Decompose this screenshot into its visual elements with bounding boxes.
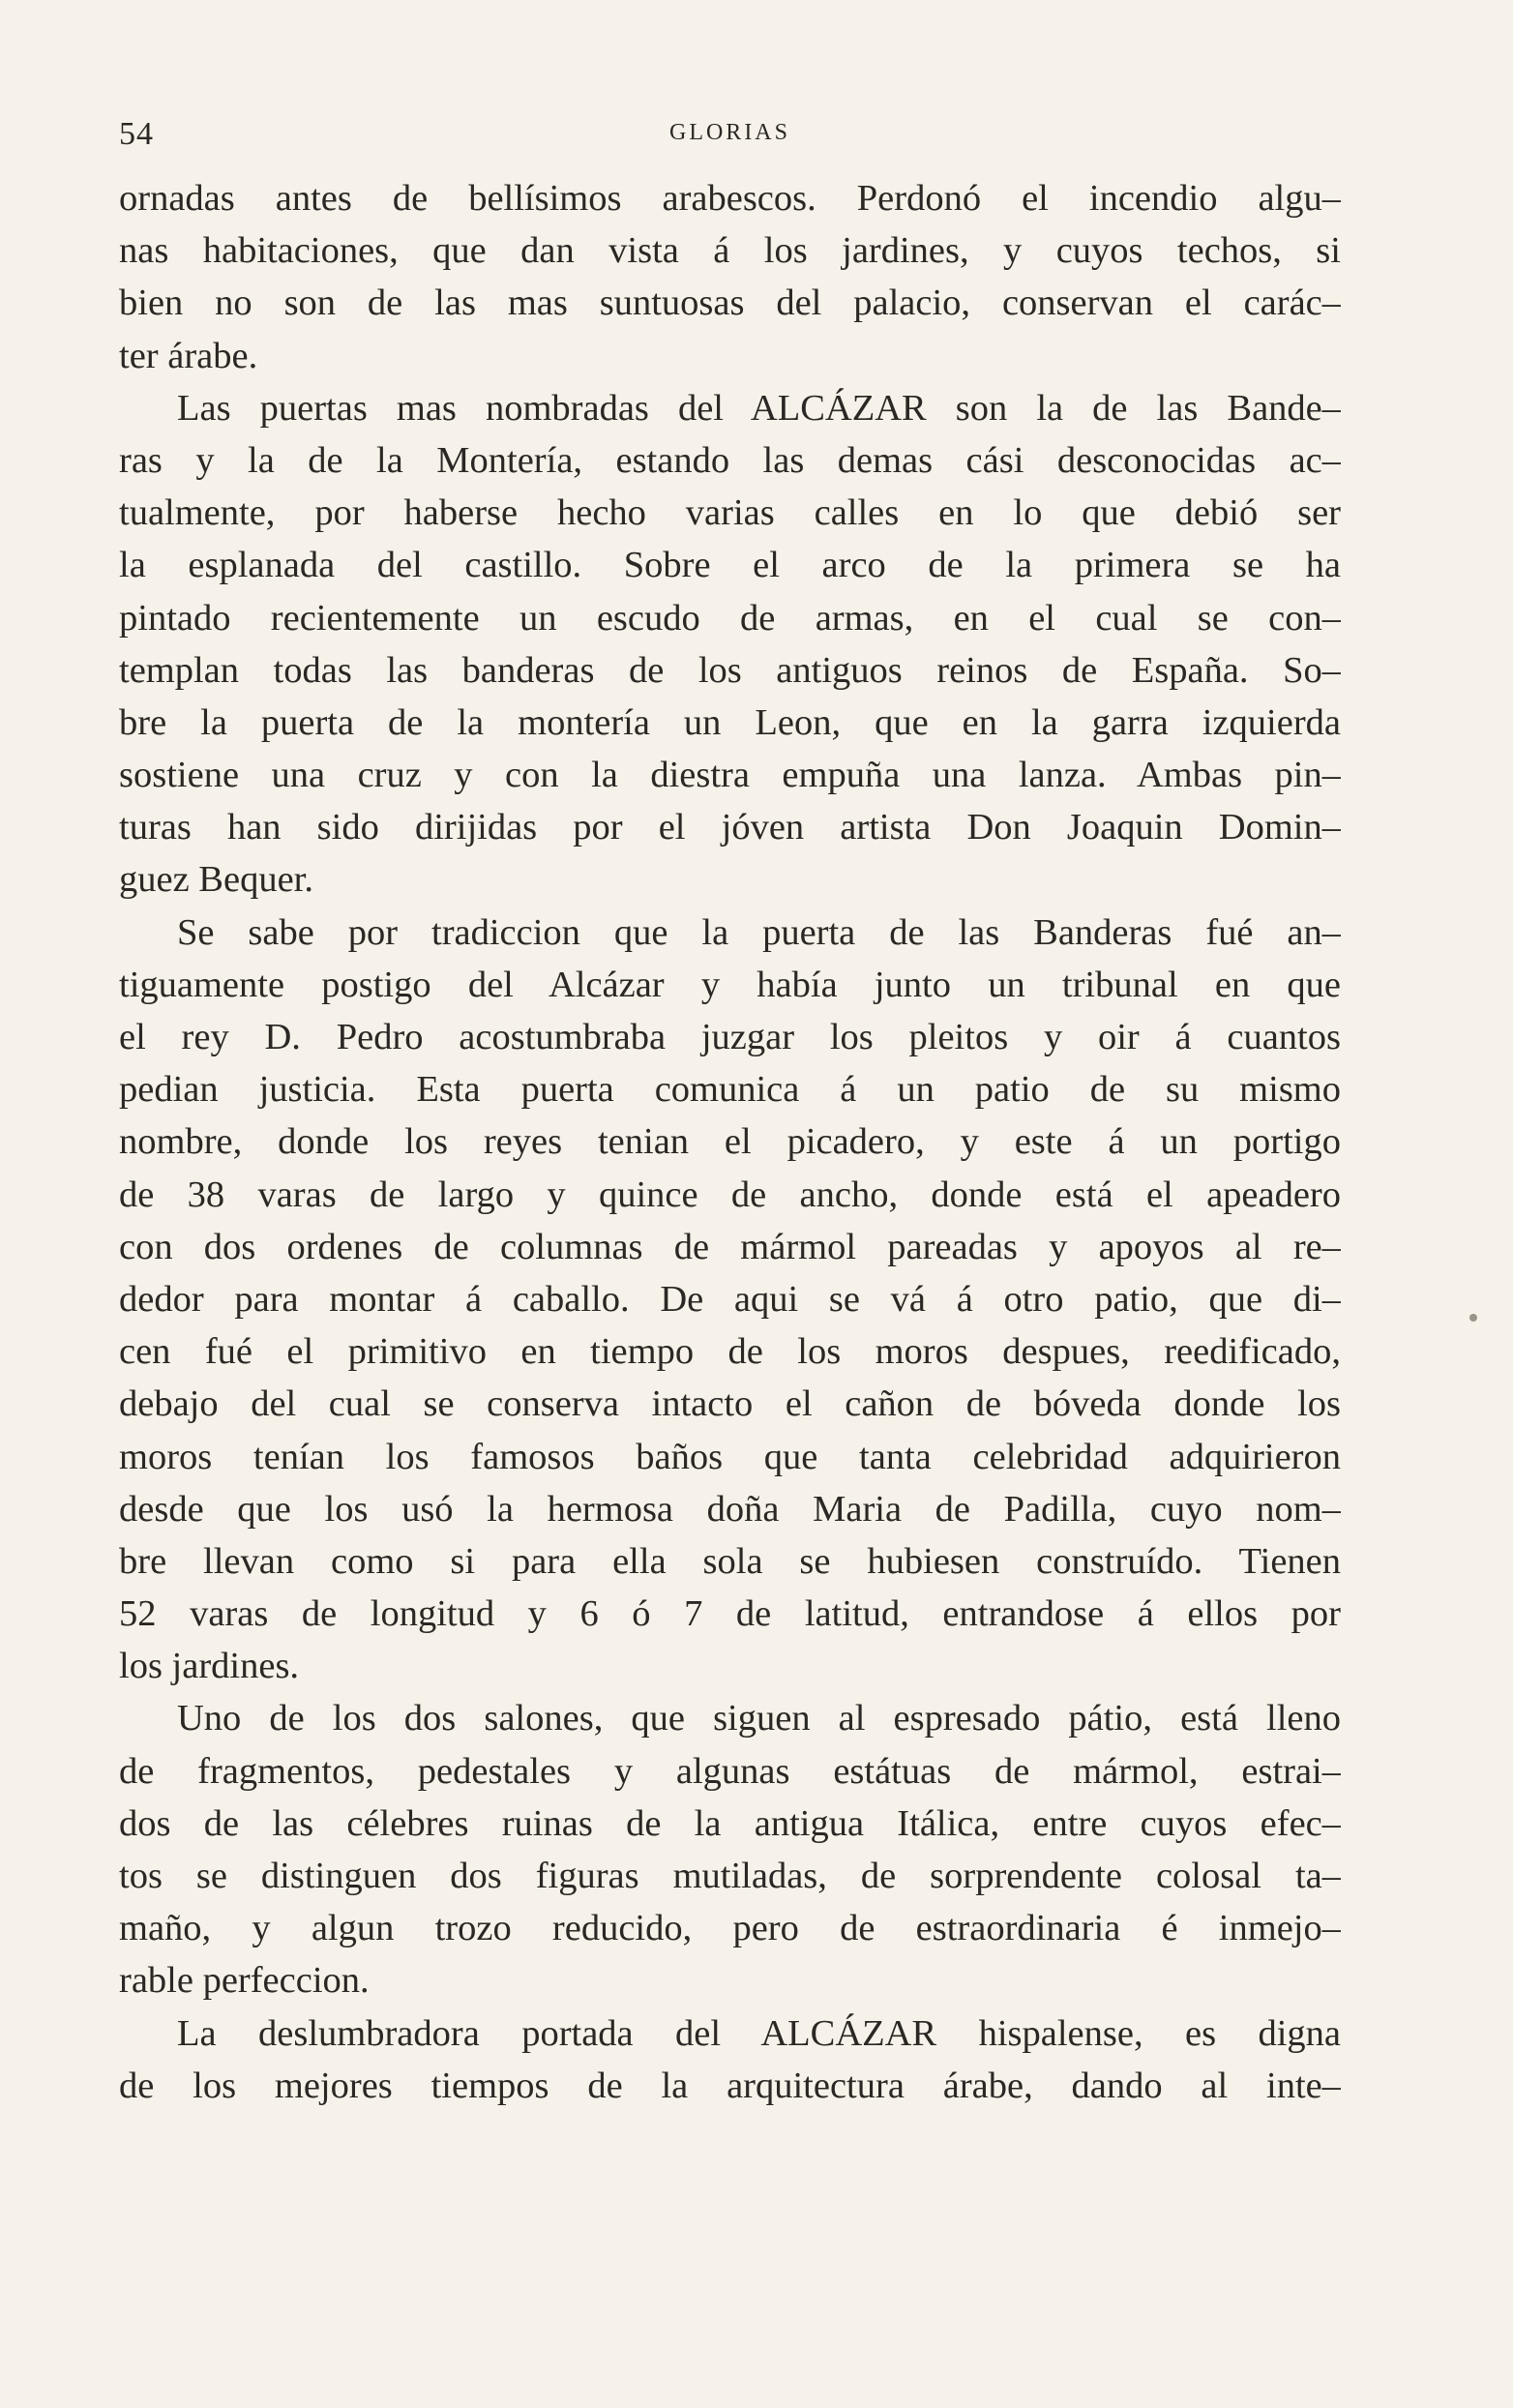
text-line: templan todas las banderas de los antiguos reinos de España. So– xyxy=(119,649,1341,691)
text-line: bre la puerta de la montería un Leon, que en la garra izquierda xyxy=(119,701,1341,743)
text-line: desde que los usó la hermosa doña Maria de Padilla, cuyo nom– xyxy=(119,1488,1341,1530)
text-line: tualmente, por haberse hecho varias calles en lo que debió ser xyxy=(119,492,1341,534)
text-line: rable perfeccion. xyxy=(119,1960,370,2002)
text-line: Se sabe por tradiccion que la puerta de las Banderas fué an– xyxy=(177,911,1341,953)
text-line: cen fué el primitivo en tiempo de los moros despues, reedificado, xyxy=(119,1331,1341,1373)
text-line: dedor para montar á caballo. De aqui se vá á otro patio, que di– xyxy=(119,1278,1341,1320)
body-text xyxy=(119,172,1341,2112)
text-line: guez Bequer. xyxy=(119,859,313,901)
text-line: sostiene una cruz y con la diestra empuña una lanza. Ambas pin– xyxy=(119,755,1341,796)
text-line: ras y la de la Montería, estando las demas cási desconocidas ac– xyxy=(119,439,1341,481)
text-line: maño, y algun trozo reducido, pero de estraordinaria é inmejo– xyxy=(119,1908,1341,1949)
text-line: ornadas antes de bellísimos arabescos. Perdonó el incendio algu– xyxy=(119,178,1341,219)
text-line: de los mejores tiempos de la arquitectura árabe, dando al inte– xyxy=(119,2065,1341,2106)
text-line: tos se distinguen dos figuras mutiladas, de sorprendente colosal ta– xyxy=(119,1856,1341,1896)
text-line: bien no son de las mas suntuosas del palacio, conservan el carác– xyxy=(119,282,1341,324)
text-line: 52 varas de longitud y 6 ó 7 de latitud, entrandose á ellos por xyxy=(119,1593,1341,1635)
text-line: turas han sido dirijidas por el jóven artista Don Joaquin Domin– xyxy=(119,807,1341,848)
page-header xyxy=(119,116,1341,164)
text-line: el rey D. Pedro acostumbraba juzgar los pleitos y oir á cuantos xyxy=(119,1017,1341,1057)
text-line: pedian justicia. Esta puerta comunica á un patio de su mismo xyxy=(119,1069,1341,1111)
text-line: la esplanada del castillo. Sobre el arco de la primera se ha xyxy=(119,545,1341,586)
text-line: de fragmentos, pedestales y algunas estátuas de mármol, estrai– xyxy=(119,1750,1341,1792)
text-line: ter árabe. xyxy=(119,335,258,376)
page-number: 54 xyxy=(119,116,154,152)
text-line: los jardines. xyxy=(119,1646,300,1687)
text-line: tiguamente postigo del Alcázar y había junto un tribunal en que xyxy=(119,964,1341,1005)
text-line: pintado recientemente un escudo de armas, en el cual se con– xyxy=(119,597,1341,639)
text-line: bre llevan como si para ella sola se hubiesen construído. Tienen xyxy=(119,1540,1341,1582)
text-line: moros tenían los famosos baños que tanta celebridad adquirieron xyxy=(119,1436,1341,1477)
text-line: nombre, donde los reyes tenian el picadero, y este á un portigo xyxy=(119,1121,1341,1163)
text-line: dos de las célebres ruinas de la antigua Itálica, entre cuyos efec– xyxy=(119,1802,1341,1844)
text-line: nas habitaciones, que dan vista á los jardines, y cuyos techos, si xyxy=(119,230,1341,272)
margin-ink-dot xyxy=(1469,1314,1477,1322)
text-line: Uno de los dos salones, que siguen al espresado pátio, está lleno xyxy=(177,1698,1341,1739)
text-line: Las puertas mas nombradas del ALCÁZAR son la de las Bande– xyxy=(177,387,1341,429)
running-title: GLORIAS xyxy=(668,120,790,145)
text-line: con dos ordenes de columnas de mármol pareadas y apoyos al re– xyxy=(119,1226,1341,1267)
text-line: debajo del cual se conserva intacto el cañon de bóveda donde los xyxy=(119,1383,1341,1425)
text-line: de 38 varas de largo y quince de ancho, donde está el apeadero xyxy=(119,1174,1341,1215)
text-line: La deslumbradora portada del ALCÁZAR hispalense, es digna xyxy=(177,2012,1341,2054)
